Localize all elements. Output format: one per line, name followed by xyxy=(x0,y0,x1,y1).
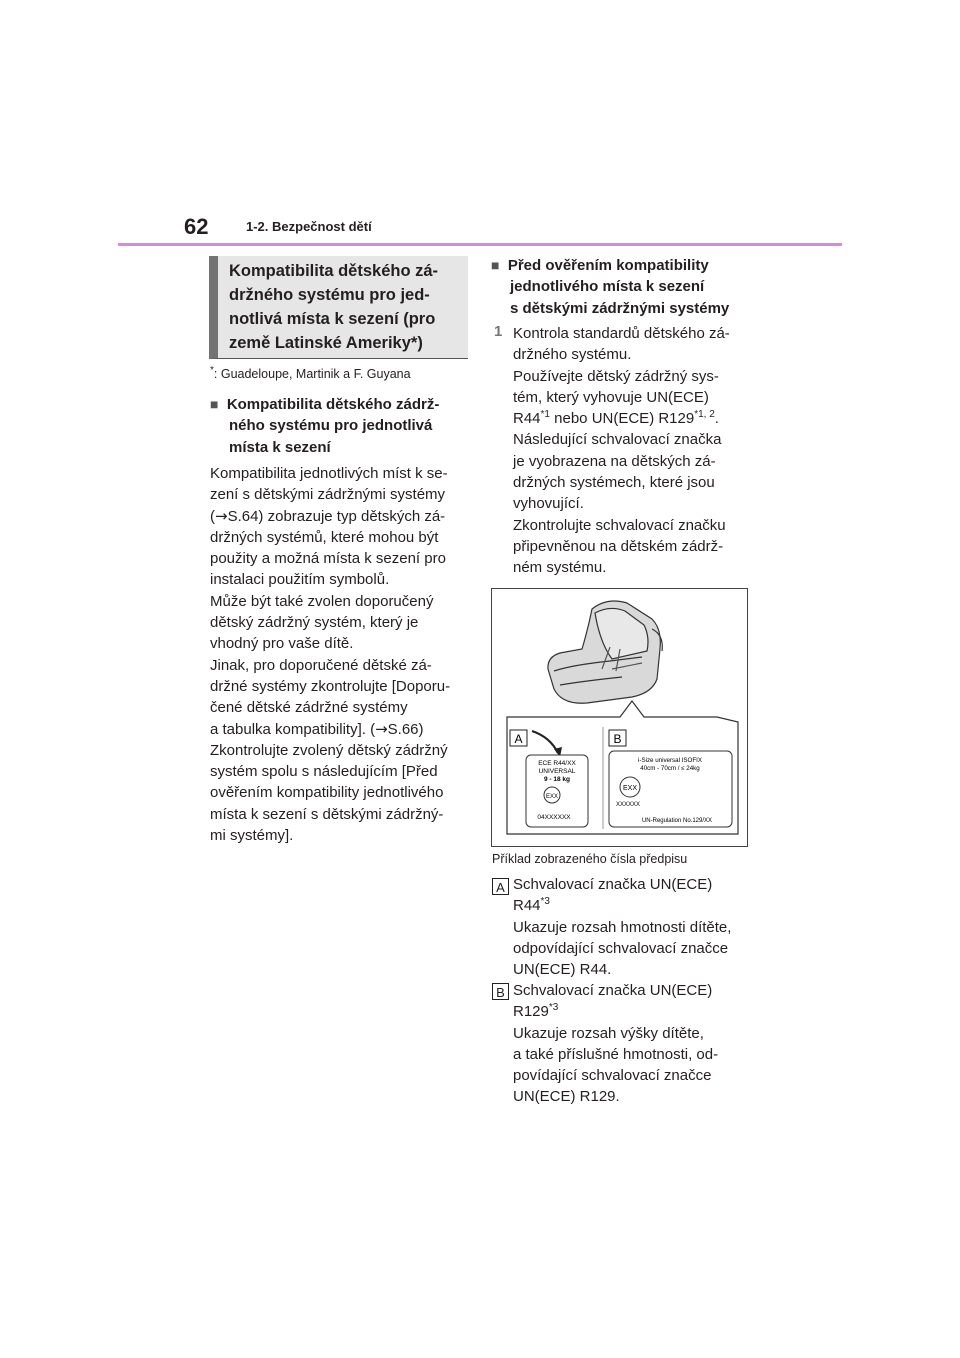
item-line: a také příslušné hmotnosti, od- xyxy=(513,1045,719,1063)
child-seat-illustration xyxy=(492,589,747,846)
label-b-regulation: UN-Regulation No.129/XX xyxy=(641,818,713,824)
step-line: Používejte dětský zádržný sys- xyxy=(513,367,719,385)
step-line: držného systému. xyxy=(513,346,632,364)
subheading-line: ného systému pro jednotlivá xyxy=(229,417,433,435)
section-heading-box xyxy=(209,256,468,359)
step-line: vyhovující. xyxy=(513,495,584,513)
body-line: držných systémů, které mohou být xyxy=(210,528,439,546)
label-b-line2: 40cm - 70cm / ≤ 24kg xyxy=(640,765,700,772)
step-text: . xyxy=(714,410,719,428)
item-text: R129 xyxy=(513,1003,549,1021)
label-a-line3: 9 - 18 kg xyxy=(543,776,571,783)
subheading-line: Kompatibilita dětského zádrž- xyxy=(226,396,440,413)
item-text: R44 xyxy=(513,897,541,915)
page-link-s64[interactable]: S.64) zobrazuje typ dětských zá- xyxy=(227,507,446,525)
section-heading-line: držného systému pro jed- xyxy=(229,286,430,304)
item-line: odpovídající schvalovací značce xyxy=(513,939,729,957)
subheading-line: místa k sezení xyxy=(229,438,331,456)
figure-label-a: A xyxy=(514,732,523,746)
item-line: Ukazuje rozsah výšky dítěte, xyxy=(513,1024,704,1042)
body-line: vhodný pro vaše dítě. xyxy=(210,635,354,653)
label-a-line2: UNIVERSAL xyxy=(538,768,576,775)
arrow-right-icon: → xyxy=(215,506,228,525)
label-b-mark: EXX xyxy=(622,785,638,792)
subheading-line: jednotlivého místa k sezení xyxy=(510,278,705,296)
body-line: Kompatibilita jednotlivých míst k se- xyxy=(210,465,448,482)
section-heading-line: Kompatibilita dětského zá- xyxy=(229,262,439,280)
item-line: UN(ECE) R44. xyxy=(513,961,612,979)
subheading-compatibility xyxy=(210,394,470,458)
page-number: 62 xyxy=(184,214,209,239)
step-text xyxy=(513,323,758,579)
figure-label-b: B xyxy=(613,732,622,746)
body-line: použity a možná místa k sezení pro xyxy=(210,550,446,568)
body-line: zení s dětskými zádržnými systémy xyxy=(210,486,446,504)
footnote-ref: *3 xyxy=(548,1002,559,1014)
section-heading xyxy=(229,259,471,355)
subheading-line: Před ověřením kompatibility xyxy=(507,257,709,274)
body-line: instalaci použitím symbolů. xyxy=(210,571,390,589)
item-line: UN(ECE) R129. xyxy=(513,1088,620,1106)
body-text: a tabulka kompatibility]. ( xyxy=(210,720,376,738)
subheading-before-check xyxy=(491,255,753,319)
label-b-line1: i-Size universal ISOFIX xyxy=(638,757,702,764)
item-line: povídající schvalovací značce xyxy=(513,1067,712,1085)
step-line: ném systému. xyxy=(513,559,607,577)
footnote xyxy=(210,364,411,381)
item-line: Ukazuje rozsah hmotnosti dítěte, xyxy=(513,918,732,936)
footnote-text: : Guadeloupe, Martinik a F. Guyana xyxy=(213,367,411,381)
item-line: Schvalovací značka UN(ECE) xyxy=(513,982,713,999)
step-text: R44 xyxy=(513,410,541,428)
section-heading-line: země Latinské Ameriky*) xyxy=(229,334,423,352)
body-line: mi systémy]. xyxy=(210,827,294,845)
approval-label-figure xyxy=(491,588,748,847)
footnote-ref: *3 xyxy=(540,896,550,908)
item-b-marker: B xyxy=(492,983,509,1000)
figure-caption: Příklad zobrazeného čísla předpisu xyxy=(492,852,688,866)
footnote-mark: * xyxy=(210,364,214,376)
body-line: Jinak, pro doporučené dětské zá- xyxy=(210,656,432,674)
body-line: místa k sezení s dětskými zádržný- xyxy=(210,805,444,823)
body-line: dětský zádržný systém, který je xyxy=(210,614,419,632)
square-bullet-icon: ■ xyxy=(210,396,219,412)
step-line: Následující schvalovací značka xyxy=(513,431,722,449)
section-title: 1-2. Bezpečnost dětí xyxy=(246,219,372,234)
page-link-s66[interactable]: S.66) xyxy=(387,720,424,738)
step-number: 1 xyxy=(494,323,503,340)
label-a-code: 04XXXXXX xyxy=(537,814,571,821)
item-line: Schvalovací značka UN(ECE) xyxy=(513,876,713,893)
step-line: Zkontrolujte schvalovací značku xyxy=(513,516,726,534)
item-a-description xyxy=(513,874,758,980)
footnote-ref: *1, 2 xyxy=(694,409,715,421)
body-line: Zkontrolujte zvolený dětský zádržný xyxy=(210,741,448,759)
step-line: držných systémech, které jsou xyxy=(513,474,715,492)
step-line: Kontrola standardů dětského zá- xyxy=(513,325,730,342)
step-line: tém, který vyhovuje UN(ECE) xyxy=(513,388,709,406)
body-line: držné systémy zkontrolujte [Doporu- xyxy=(210,677,451,695)
step-line: je vyobrazena na dětských zá- xyxy=(513,452,716,470)
body-paragraph xyxy=(210,463,472,846)
label-b-code: XXXXXX xyxy=(615,802,641,808)
step-text: nebo UN(ECE) R129 xyxy=(549,410,695,428)
footnote-ref: *1 xyxy=(540,409,550,421)
body-line: systém spolu s následujícím [Před xyxy=(210,763,438,781)
square-bullet-icon: ■ xyxy=(491,257,500,273)
label-a-mark: EXX xyxy=(545,794,559,800)
body-text: ( xyxy=(210,507,215,525)
section-heading-line: notlivá místa k sezení (pro xyxy=(229,310,436,328)
item-a-marker: A xyxy=(492,878,509,895)
subheading-line: s dětskými zádržnými systémy xyxy=(510,299,730,317)
child-seat-icon xyxy=(548,601,662,703)
step-line: připevněnou na dětském zádrž- xyxy=(513,537,724,555)
item-b-description xyxy=(513,980,758,1108)
body-line: čené dětské zádržné systémy xyxy=(210,699,408,717)
body-line: Může být také zvolen doporučený xyxy=(210,592,434,610)
body-line: ověřením kompatibility jednotlivého xyxy=(210,784,444,802)
header-rule xyxy=(118,243,842,246)
arrow-right-icon: → xyxy=(375,719,388,738)
label-a-line1: ECE R44/XX xyxy=(538,760,576,767)
